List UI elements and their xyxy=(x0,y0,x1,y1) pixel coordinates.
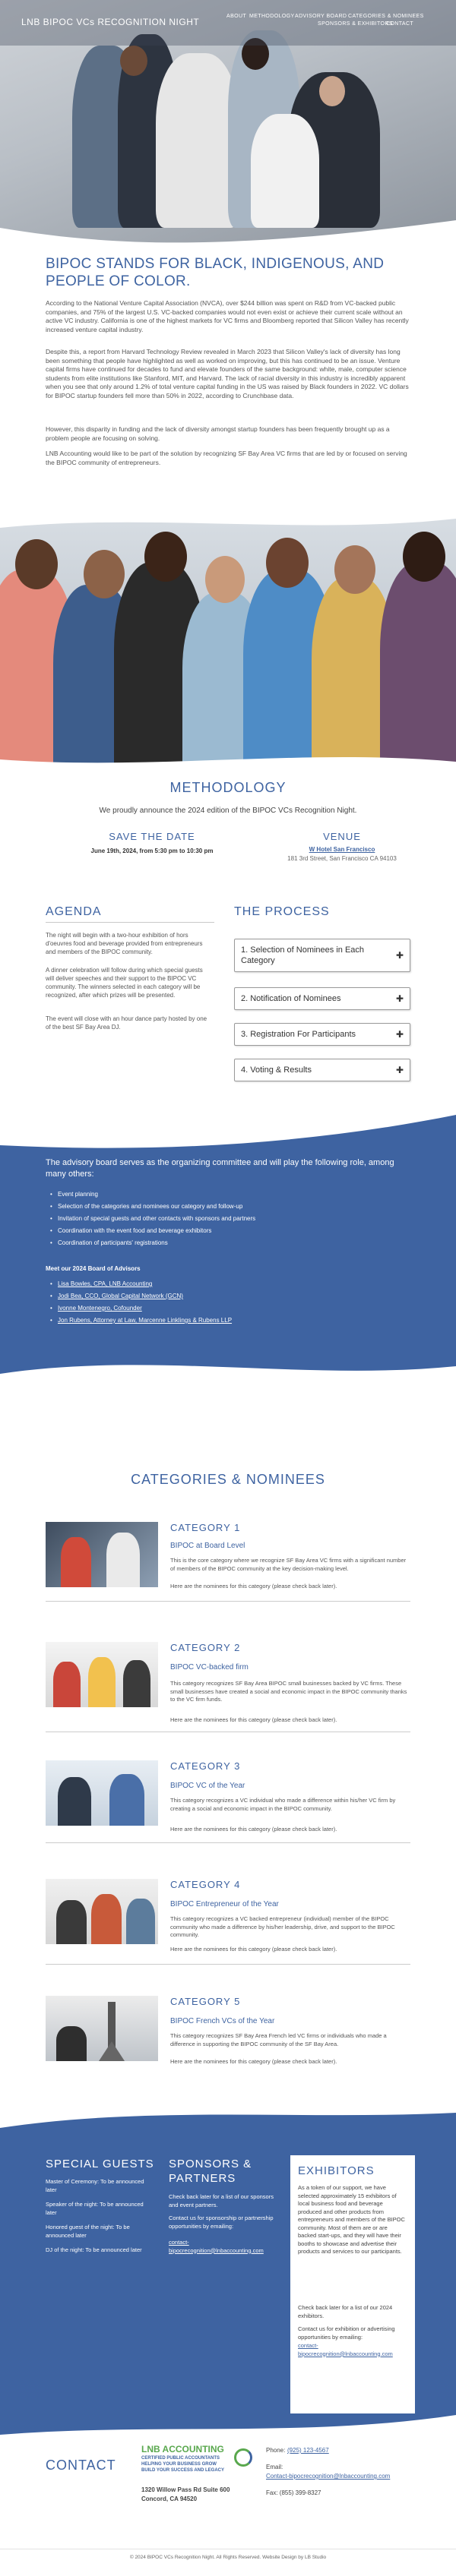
category-1-nominees-note: Here are the nominees for this category (please check back later). xyxy=(170,1583,337,1589)
plus-icon: ✚ xyxy=(395,950,404,961)
site-title[interactable]: LNB BIPOC VCs RECOGNITION NIGHT xyxy=(21,17,200,27)
logo-mark-icon xyxy=(234,2448,252,2467)
venue-name-link[interactable]: W Hotel San Francisco xyxy=(309,846,375,853)
sponsors-title-line-1: SPONSORS & xyxy=(169,2158,252,2170)
methodology-subtitle: We proudly announce the 2024 edition of the BIPOC VCs Recognition Night. xyxy=(99,807,357,815)
save-the-date-value: June 19th, 2024, from 5:30 pm to 10:30 pm xyxy=(90,848,214,854)
advisor-link[interactable]: • Ivonne Montenegro, Cofounder xyxy=(58,1305,142,1312)
category-3-image xyxy=(46,1760,158,1826)
nav-about[interactable]: ABOUT xyxy=(226,14,247,19)
crowd-bottom-wave xyxy=(0,748,456,771)
advisory-role-item: • Coordination of participants' registrations xyxy=(58,1239,168,1246)
category-divider xyxy=(46,1964,410,1965)
venue-address: 181 3rd Street, San Francisco CA 94103 xyxy=(287,855,397,862)
process-item-notification[interactable] xyxy=(234,987,410,1010)
advisor-link[interactable]: • Lisa Bowles, CPA, LNB Accounting xyxy=(58,1280,152,1287)
nav-sponsors[interactable]: SPONSORS & EXHIBITORS xyxy=(318,21,393,27)
exhibitors-title: EXHIBITORS xyxy=(298,2164,375,2177)
intro-paragraph-1: According to the National Venture Capital Association (NVCA), over $244 billion was spent on R&D from VC-backed public companies, and 75% of the largest U.S. VC-backed companies would not even exist or achieve their current scale without an active VC industry. California is one of the highest markets for VC firms and Bloomberg reported that Silicon Valley has recently increased venture capital industry. xyxy=(46,299,409,333)
process-item-selection[interactable] xyxy=(234,939,410,972)
category-5-name: BIPOC French VCs of the Year xyxy=(170,2017,275,2025)
intro-headline-line-1: BIPOC STANDS FOR BLACK, INDIGENOUS, AND xyxy=(46,256,385,272)
contact-address-line-2: Concord, CA 94520 xyxy=(141,2496,198,2502)
contact-address-line-1: 1320 Willow Pass Rd Suite 600 xyxy=(141,2486,230,2493)
category-5-image xyxy=(46,1996,158,2061)
nav-advisory-board[interactable]: ADVISORY BOARD xyxy=(295,14,347,19)
nav-categories[interactable]: CATEGORIES & NOMINEES xyxy=(348,14,424,19)
advisory-role-item: • Event planning xyxy=(58,1191,98,1198)
logo-tagline-3: BUILD YOUR SUCCESS AND LEGACY xyxy=(141,2468,225,2473)
category-4-heading: CATEGORY 4 xyxy=(170,1879,241,1890)
contact-email-link[interactable]: Contact-bipocrecognition@lnbaccounting.com xyxy=(266,2473,391,2480)
advisory-role-item: • Selection of the categories and nominees our category and follow-up xyxy=(58,1203,242,1210)
process-item-voting[interactable] xyxy=(234,1059,410,1081)
category-divider xyxy=(46,1601,410,1602)
agenda-paragraph-3: The event will close with an hour dance party hosted by one of the best SF Bay Area DJ. xyxy=(46,1015,207,1031)
contact-fax: Fax: (855) 399-8327 xyxy=(266,2489,321,2496)
intro-paragraph-4: LNB Accounting would like to be part of the solution by recognizing SF Bay Area VC firms that are led by or focused on serving the BIPOC community of entrepreneurs. xyxy=(46,450,407,466)
special-guests-title: SPECIAL GUESTS xyxy=(46,2158,154,2170)
advisor-link[interactable]: • Jon Rubens, Attorney at Law, Marcenne Linklings & Rubens LLP xyxy=(58,1317,232,1324)
intro-paragraph-2: Despite this, a report from Harvard Technology Review revealed in March 2023 that Silicon Valley's lack of diversity has long been something that people have highlighted as well as worked on improving, but this has continued to be an issue. Venture capital firms have continued for decades to fund and elevate founders of the same background: white, male, computer science students from elite institutions like Stanford, MIT, and Harvard. The lack of racial diversity in this industry is incredibly apparent when you see that only around 1.2% of total venture capital funding in the US was raised by Black founders in 2022. VC dollars for BIPOC startup founders fell more than 50% in 2022, according to Crunchbase data. xyxy=(46,348,409,399)
category-3-nominees-note: Here are the nominees for this category (please check back later). xyxy=(170,1826,337,1833)
category-4-nominees-note: Here are the nominees for this category (please check back later). xyxy=(170,1946,337,1953)
agenda-divider xyxy=(46,922,214,923)
lnb-logo xyxy=(141,2444,255,2482)
guest-item: Master of Ceremony: To be announced later xyxy=(46,2178,144,2193)
crowd-photo xyxy=(0,516,456,767)
category-1-image xyxy=(46,1522,158,1587)
process-item-label: 4. Voting & Results xyxy=(241,1065,312,1075)
advisory-role-item: • Coordination with the event food and beverage exhibitors xyxy=(58,1227,211,1234)
methodology-title: METHODOLOGY xyxy=(169,780,287,795)
process-item-label: 2. Notification of Nominees xyxy=(241,994,341,1003)
agenda-title: AGENDA xyxy=(46,905,102,918)
sponsors-title-line-2: PARTNERS xyxy=(169,2172,236,2185)
category-2-image xyxy=(46,1642,158,1707)
category-1-description: This is the core category where we recognize SF Bay Area VC firms with a significant number of members of the BIPOC community at the key decision-making level. xyxy=(170,1557,407,1572)
nav-methodology[interactable]: METHODOLOGY xyxy=(249,14,295,19)
guest-item: Honored guest of the night: To be announced later xyxy=(46,2224,130,2239)
sponsors-paragraph-1: Check back later for a list of our sponsors and event partners. xyxy=(169,2193,274,2208)
save-the-date-label: SAVE THE DATE xyxy=(109,831,195,842)
category-2-name: BIPOC VC-backed firm xyxy=(170,1663,249,1672)
intro-paragraph-3: However, this disparity in funding and the lack of diversity amongst startup founders has been frequently brought up as a problem people are focusing on solving. xyxy=(46,425,390,442)
sponsors-email-link[interactable]: contact-bipocrecognition@lnbaccounting.com xyxy=(169,2239,264,2254)
intro-headline-line-2: PEOPLE OF COLOR. xyxy=(46,273,191,289)
exhibitors-email-link[interactable]: contact-bipocrecognition@lnbaccounting.com xyxy=(298,2342,393,2357)
sponsors-paragraph-2: Contact us for sponsorship or partnership opportunities by emailing: xyxy=(169,2215,274,2230)
category-divider xyxy=(46,1842,410,1843)
agenda-paragraph-1: The night will begin with a two-hour exhibition of hors d'oeuvres food and beverage provided from entrepreneurs and members of the BIPOC community. xyxy=(46,932,203,955)
logo-name: LNB ACCOUNTING xyxy=(141,2444,224,2454)
advisory-intro: The advisory board serves as the organizing committee and will play the following role, among many others: xyxy=(46,1158,394,1179)
nav-contact[interactable]: CONTACT xyxy=(386,21,414,27)
contact-phone-label: Phone: xyxy=(266,2447,286,2454)
exhibitors-paragraph-3: Contact us for exhibition or advertising opportunities by emailing: xyxy=(298,2325,395,2341)
advisory-board-section xyxy=(0,1152,456,1344)
category-5-description: This category recognizes SF Bay Area French led VC firms or individuals who made a difference in supporting the BIPOC community of the SF Bay Area. xyxy=(170,2032,387,2047)
exhibitors-paragraph-2: Check back later for a list of our 2024 exhibitors. xyxy=(298,2304,393,2319)
guests-top-wave xyxy=(0,2105,456,2143)
contact-title: CONTACT xyxy=(46,2458,116,2473)
process-item-registration[interactable] xyxy=(234,1023,410,1046)
contact-email-label: Email: xyxy=(266,2464,283,2470)
agenda-paragraph-2: A dinner celebration will follow during which special guests will deliver speeches and their support to the BIPOC VC community. The winners selected in each category will be recognized, after which prizes will be presented. xyxy=(46,967,203,999)
logo-tagline-2: HELPING YOUR BUSINESS GROW xyxy=(141,2462,217,2467)
category-5-nominees-note: Here are the nominees for this category (please check back later). xyxy=(170,2058,337,2065)
category-5-heading: CATEGORY 5 xyxy=(170,1996,241,2007)
hero-wave-divider xyxy=(0,205,456,251)
category-4-image xyxy=(46,1879,158,1944)
venue-label: VENUE xyxy=(323,831,361,842)
process-title: THE PROCESS xyxy=(234,905,330,918)
crowd-top-wave xyxy=(0,513,456,535)
category-1-name: BIPOC at Board Level xyxy=(170,1542,245,1550)
guest-item: Speaker of the night: To be announced later xyxy=(46,2201,144,2216)
plus-icon: ✚ xyxy=(395,1029,404,1040)
category-1-heading: CATEGORY 1 xyxy=(170,1522,241,1533)
exhibitors-paragraph-1: As a token of our support, we have selected approximately 15 exhibitors of local business food and beverage produced and other products from entrepreneurs and members of the BIPOC community. Most of them are or are backed start-ups, and they will have their booths to showcase and advertise their products and services to our participants. xyxy=(298,2184,405,2255)
category-4-name: BIPOC Entrepreneur of the Year xyxy=(170,1900,279,1908)
footer-copyright: © 2024 BIPOC VCs Recognition Night. All Rights Reserved. Website Design by LB Studio xyxy=(129,2555,327,2560)
category-3-name: BIPOC VC of the Year xyxy=(170,1782,245,1790)
contact-phone-link[interactable]: (925) 123-4567 xyxy=(287,2447,329,2454)
plus-icon: ✚ xyxy=(395,1065,404,1075)
category-2-heading: CATEGORY 2 xyxy=(170,1642,241,1653)
plus-icon: ✚ xyxy=(395,993,404,1004)
category-4-description: This category recognizes a VC backed entrepreneur (individual) member of the BIPOC community who made a difference by his/her leadership, drive, and support to the BIPOC community. xyxy=(170,1915,395,1938)
category-2-nominees-note: Here are the nominees for this category (please check back later). xyxy=(170,1716,337,1723)
logo-tagline-1: CERTIFIED PUBLIC ACCOUNTANTS xyxy=(141,2456,220,2461)
advisory-members-heading: Meet our 2024 Board of Advisors xyxy=(46,1265,141,1272)
category-2-description: This category recognizes SF Bay Area BIPOC small businesses backed by VC firms. These small businesses have created a social and economic impact in the BIPOC community thanks to the VC firm funds. xyxy=(170,1680,407,1703)
advisory-bottom-wave xyxy=(0,1343,456,1381)
advisory-role-item: • Invitation of special guests and other contacts with sponsors and partners xyxy=(58,1215,255,1222)
process-item-label: 3. Registration For Participants xyxy=(241,1030,356,1039)
guest-item: DJ of the night: To be announced later xyxy=(46,2246,142,2253)
advisor-link[interactable]: • Jodi Bea, CCO, Global Capital Network (GCN) xyxy=(58,1293,183,1299)
category-3-heading: CATEGORY 3 xyxy=(170,1760,241,1772)
advisory-title: ADVISORY BOARD xyxy=(46,1130,179,1145)
category-3-description: This category recognizes a VC individual who made a difference within his/her VC firm by creating a social and economic impact in the BIPOC community. xyxy=(170,1797,396,1812)
categories-title: CATEGORIES & NOMINEES xyxy=(131,1472,325,1487)
process-item-label: 1. Selection of Nominees in Each Category xyxy=(241,945,365,965)
